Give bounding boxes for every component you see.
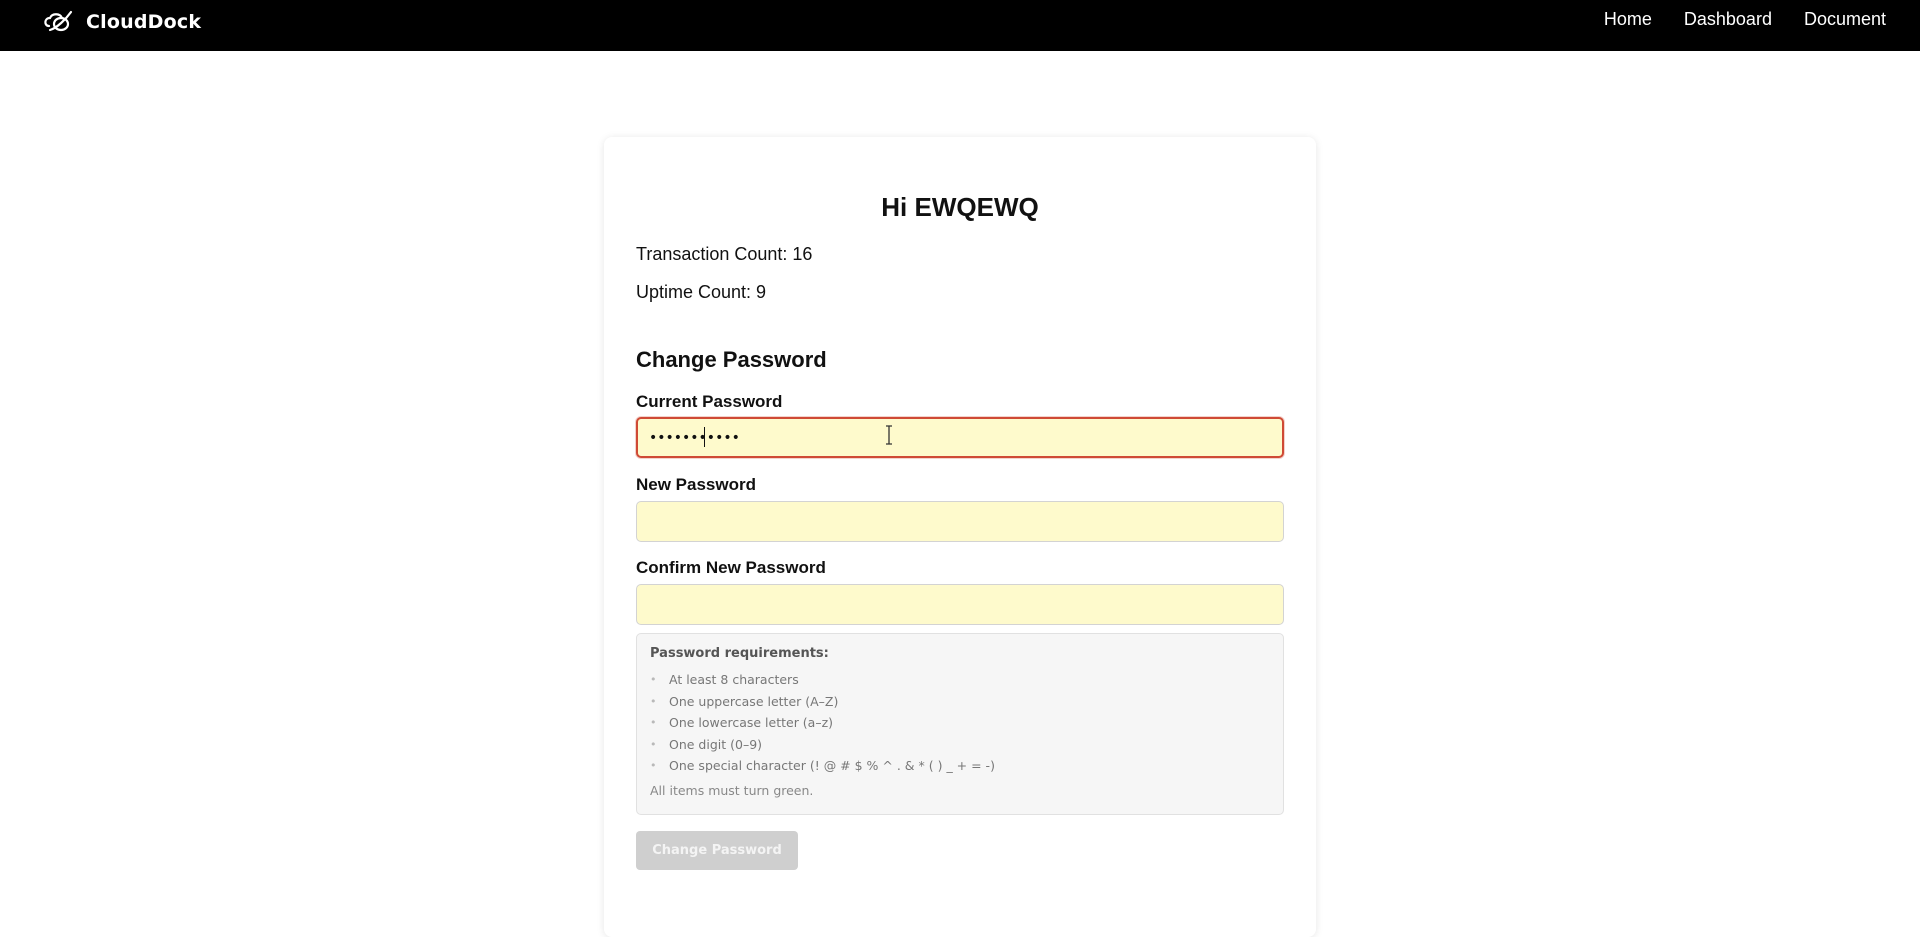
brand-name: CloudDock (86, 10, 202, 33)
requirement-item: • One lowercase letter (a–z) (650, 713, 1270, 735)
confirm-password-input[interactable] (636, 584, 1284, 625)
password-requirements (636, 633, 1284, 815)
confirm-password-label: Confirm New Password (636, 558, 826, 577)
new-password-label: New Password (636, 475, 756, 494)
current-password-input[interactable] (636, 417, 1284, 458)
requirement-item: • One digit (0–9) (650, 735, 1270, 757)
greeting-title: Hi EWQEWQ (881, 192, 1039, 222)
clouddock-logo-icon (42, 9, 76, 35)
transaction-count: Transaction Count: 16 (636, 244, 813, 264)
text-cursor-icon (884, 425, 894, 445)
requirement-item: • At least 8 characters (650, 670, 1270, 692)
requirement-item: • One uppercase letter (A–Z) (650, 692, 1270, 714)
account-card (604, 137, 1316, 937)
new-password-input[interactable] (636, 501, 1284, 542)
uptime-count: Uptime Count: 9 (636, 282, 767, 302)
brand[interactable] (42, 9, 201, 35)
requirements-note: All items must turn green. (650, 782, 814, 798)
nav-link-dashboard[interactable]: Dashboard (1683, 9, 1772, 29)
change-password-button[interactable]: Change Password (636, 831, 798, 870)
navbar (0, 0, 1920, 51)
requirements-title: Password requirements: (650, 646, 829, 661)
text-caret (704, 427, 705, 447)
requirement-item: • One special character (! @ # $ % ^ . & * ( ) _ + = -) (650, 756, 1270, 778)
nav-link-document[interactable]: Document (1803, 9, 1886, 29)
nav-links (1604, 9, 1886, 30)
requirements-list (650, 670, 1270, 778)
change-password-title: Change Password (636, 347, 827, 372)
nav-link-home[interactable]: Home (1603, 9, 1652, 29)
current-password-label: Current Password (636, 392, 783, 411)
